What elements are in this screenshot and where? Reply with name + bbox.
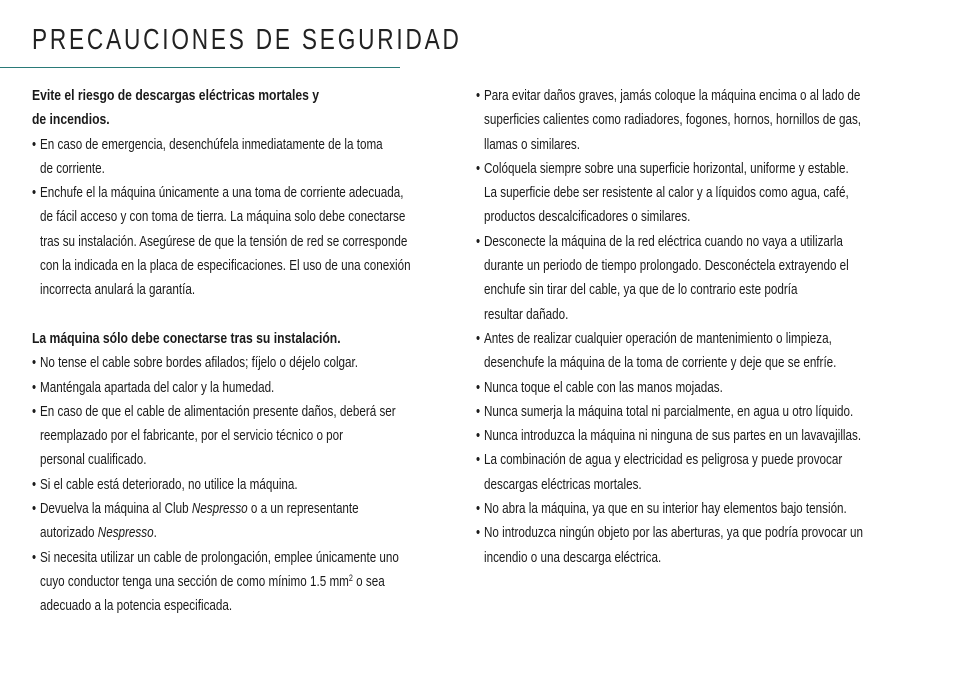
list-item: • Enchufe el la máquina únicamente a una toma de corriente adecuada, de fácil acceso y con toma de tierra. La máquina solo debe conectarse tras su instalación. Asegúrese de que la tensión de red se corresponde con la indicada en la placa de especificaciones. El uso de una conexión incorrecta anulará la garantía. [32, 181, 448, 302]
list-item: • La combinación de agua y electricidad es peligrosa y puede provocar descargas eléctricas mortales. [476, 448, 908, 497]
list-item: • Si el cable está deteriorado, no utilice la máquina. [32, 473, 448, 497]
list-item: • Antes de realizar cualquier operación de mantenimiento o limpieza, desenchufe la máquina de la toma de corriente y deje que se enfríe. [476, 327, 908, 376]
safety-list [476, 84, 908, 570]
list-item: • Nunca introduzca la máquina ni ninguna de sus partes en un lavavajillas. [476, 424, 908, 448]
right-column [476, 84, 954, 570]
list-item: • Manténgala apartada del calor y la humedad. [32, 376, 448, 400]
section-heading-electric-risk: Evite el riesgo de descargas eléctricas mortales y de incendios. [32, 87, 320, 129]
brand-name: Nespresso [191, 501, 248, 518]
list-item: • No tense el cable sobre bordes afilados; fíjelo o déjelo colgar. [32, 351, 448, 375]
electric-risk-list [32, 133, 448, 303]
title-divider [0, 67, 400, 68]
list-item: • Desconecte la máquina de la red eléctrica cuando no vaya a utilizarla durante un periodo de tiempo prolongado. Desconéctela extrayendo el enchufe sin tirar del cable, ya que de lo contrario este podría resultar dañado. [476, 230, 908, 327]
section-heading-installation: La máquina sólo debe conectarse tras su instalación. [32, 329, 341, 347]
page-title: PRECAUCIONES DE SEGURIDAD [32, 24, 462, 56]
list-item: • No abra la máquina, ya que en su interior hay elementos bajo tensión. [476, 497, 908, 521]
brand-name: Nespresso [97, 525, 154, 542]
list-item: • En caso de emergencia, desenchúfela inmediatamente de la toma de corriente. [32, 133, 448, 182]
installation-list [32, 351, 448, 618]
list-item: • Si necesita utilizar un cable de prolongación, emplee únicamente uno cuyo conductor tenga una sección de como mínimo 1.5 $mm^2$ o sea adecuado a la potencia especificada. [32, 546, 448, 619]
list-item: • Para evitar daños graves, jamás coloque la máquina encima o al lado de superficies calientes como radiadores, fogones, hornos, hornillos de gas, llamas o similares. [476, 84, 908, 157]
list-item: • Nunca sumerja la máquina total ni parcialmente, en agua u otro líquido. [476, 400, 908, 424]
left-column [32, 84, 552, 619]
list-item: • Colóquela siempre sobre una superficie horizontal, uniforme y estable. La superficie debe ser resistente al calor y a líquidos como agua, café, productos descalcificadores o similares. [476, 157, 908, 230]
list-item: • Devuelva la máquina al Club Nespresso o a un representante autorizado Nespresso. [32, 497, 448, 546]
list-item: • En caso de que el cable de alimentación presente daños, deberá ser reemplazado por el fabricante, por el servicio técnico o por personal cualificado. [32, 400, 448, 473]
superscript: 2 [348, 572, 353, 583]
list-item: • Nunca toque el cable con las manos mojadas. [476, 376, 908, 400]
list-item: • No introduzca ningún objeto por las aberturas, ya que podría provocar un incendio o una descarga eléctrica. [476, 521, 908, 570]
section-spacer [32, 303, 448, 327]
